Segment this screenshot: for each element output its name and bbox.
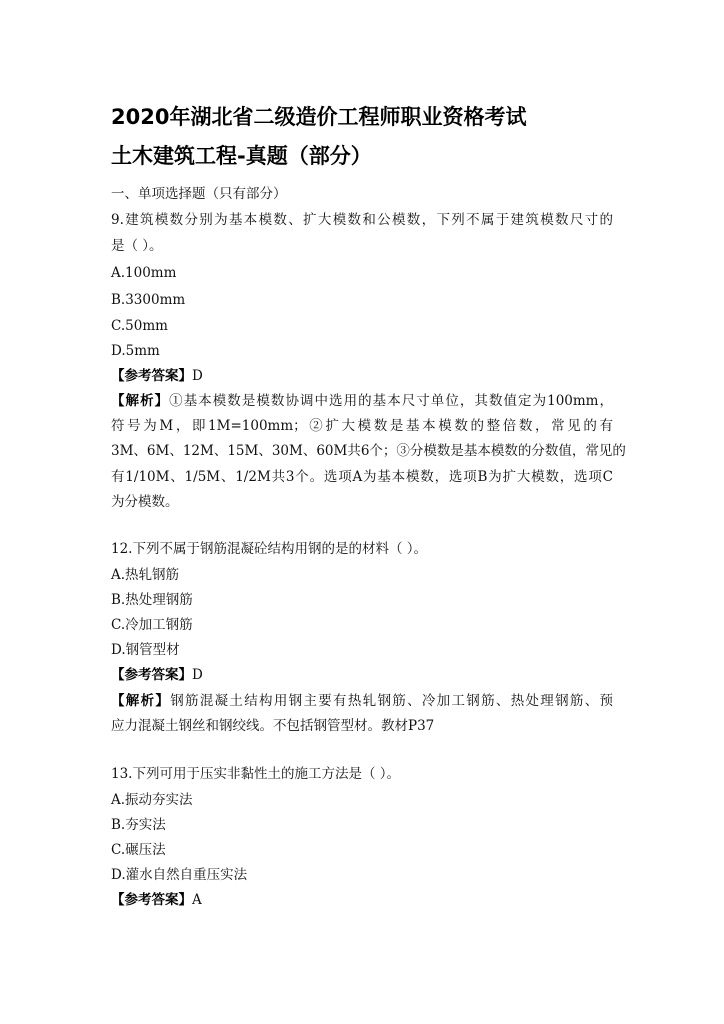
q9-stem-line1: 9.建筑模数分别为基本模数、扩大模数和公模数，下列不属于建筑模数尺寸的 [111, 212, 613, 228]
q12-analysis-line2: 应力混凝土钢丝和钢绞线。不包括钢管型材。教材P37 [111, 718, 435, 734]
q9-answer [111, 366, 203, 386]
q12-option-a: A.热轧钢筋 [111, 567, 180, 583]
q9-analysis-line3: 3M、6M、12M、15M、30M、60M共6个；③分模数是基本模数的分数值，常见的 [111, 443, 626, 459]
q12-option-c: C.冷加工钢筋 [111, 617, 193, 633]
q9-analysis-line5: 为分模数。 [111, 494, 179, 510]
q12-option-b: B.热处理钢筋 [111, 592, 193, 608]
q12-answer-label: 【参考答案】 [111, 667, 192, 683]
q9-analysis-line1 [111, 391, 613, 411]
q9-option-a: A.100mm [111, 265, 177, 281]
q13-option-d: D.灌水自然自重压实法 [111, 867, 248, 883]
q12-analysis-text1: 钢筋混凝土结构用钢主要有热轧钢筋、冷加工钢筋、热处理钢筋、预 [170, 693, 614, 709]
q9-stem-line2: 是（ ）。 [111, 238, 163, 254]
q13-answer-label: 【参考答案】 [111, 892, 192, 908]
q9-option-c: C.50mm [111, 318, 168, 334]
q12-analysis-line1 [111, 691, 613, 711]
q9-analysis-label: 【解析】 [111, 393, 170, 409]
q12-answer [111, 665, 203, 685]
q12-answer-value: D [192, 667, 203, 683]
q12-analysis-label: 【解析】 [111, 693, 171, 709]
q12-option-d: D.钢管型材 [111, 642, 180, 658]
q9-option-d: D.5mm [111, 343, 160, 359]
q9-analysis-text1: ①基本模数是模数协调中选用的基本尺寸单位，其数值定为100mm， [169, 393, 614, 409]
q9-analysis-line4: 有1/10M、1/5M、1/2M共3个。选项A为基本模数，选项B为扩大模数，选项C [111, 469, 613, 485]
document-title-line2: 土木建筑工程-真题（部分） [111, 144, 372, 168]
q13-stem-line1: 13.下列可用于压实非黏性土的施工方法是（ ）。 [111, 766, 401, 782]
q13-option-a: A.振动夯实法 [111, 792, 193, 808]
q9-answer-label: 【参考答案】 [111, 368, 192, 384]
document-title-line1: 2020年湖北省二级造价工程师职业资格考试 [111, 105, 527, 129]
q13-option-b: B.夯实法 [111, 817, 166, 833]
q13-answer [111, 890, 202, 910]
q9-answer-value: D [192, 368, 203, 384]
section-heading: 一、单项选择题（只有部分） [111, 186, 287, 202]
q13-answer-value: A [192, 892, 202, 908]
q9-option-b: B.3300mm [111, 292, 186, 308]
q9-analysis-line2: 符号为M，即1M=100mm；②扩大模数是基本模数的整倍数，常见的有 [111, 418, 613, 434]
q13-option-c: C.碾压法 [111, 842, 166, 858]
q12-stem-line1: 12.下列不属于钢筋混凝砼结构用钢的是的材料（ ）。 [111, 541, 428, 557]
